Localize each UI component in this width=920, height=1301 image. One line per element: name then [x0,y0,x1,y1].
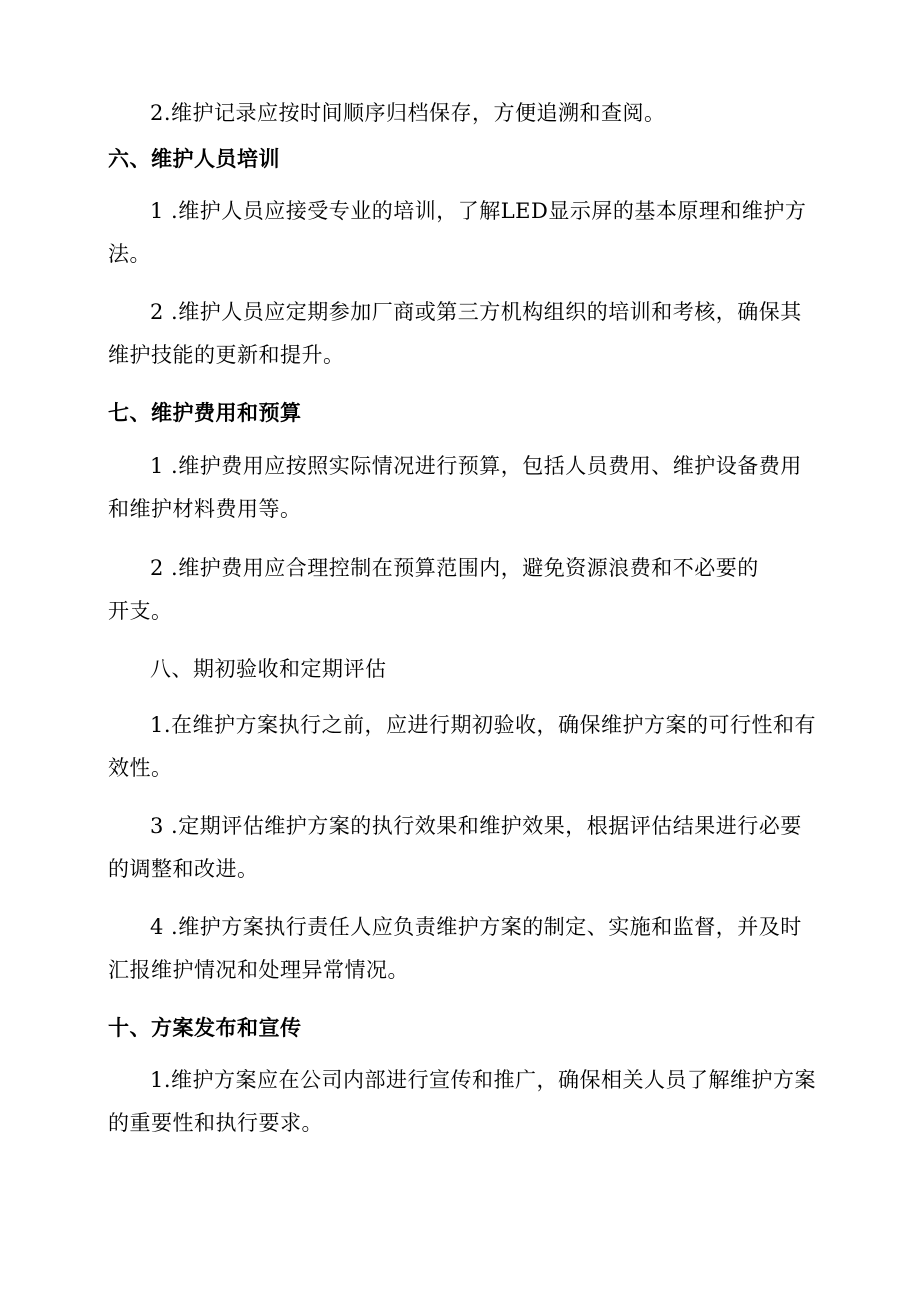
paragraph-line: 的重要性和执行要求。 [108,1111,323,1135]
paragraph-line: 1.在维护方案执行之前，应进行期初验收，确保维护方案的可行性和有 [150,713,817,737]
section-heading-8: 八、期初验收和定期评估 [150,657,387,681]
paragraph-line: 3 .定期评估维护方案的执行效果和维护效果，根据评估结果进行必要 [150,814,802,838]
paragraph-line: 2 .维护费用应合理控制在预算范围内，避免资源浪费和不必要的 [150,556,759,580]
paragraph-line: 和维护材料费用等。 [108,497,302,521]
paragraph-line: 1 .维护人员应接受专业的培训，了解LED显示屏的基本原理和维护方 [150,199,807,223]
paragraph-line: 2 .维护人员应定期参加厂商或第三方机构组织的培训和考核，确保其 [150,300,802,324]
paragraph-line: 4 .维护方案执行责任人应负责维护方案的制定、实施和监督，并及时 [150,915,802,939]
paragraph-line: 汇报维护情况和处理异常情况。 [108,958,409,982]
paragraph-line: 1 .维护费用应按照实际情况进行预算，包括人员费用、维护设备费用 [150,454,802,478]
paragraph-line: 2.维护记录应按时间顺序归档保存，方便追溯和查阅。 [150,101,666,125]
section-heading-10: 十、方案发布和宣传 [108,1016,302,1040]
paragraph-line: 1.维护方案应在公司内部进行宣传和推广，确保相关人员了解维护方案 [150,1068,817,1092]
section-heading-7: 七、维护费用和预算 [108,401,302,425]
paragraph-line: 维护技能的更新和提升。 [108,343,345,367]
section-heading-6: 六、维护人员培训 [108,147,280,171]
paragraph-line: 的调整和改进。 [108,857,259,881]
paragraph-line: 效性。 [108,756,173,780]
paragraph-line: 法。 [108,242,151,266]
paragraph-line: 开支。 [108,599,173,623]
